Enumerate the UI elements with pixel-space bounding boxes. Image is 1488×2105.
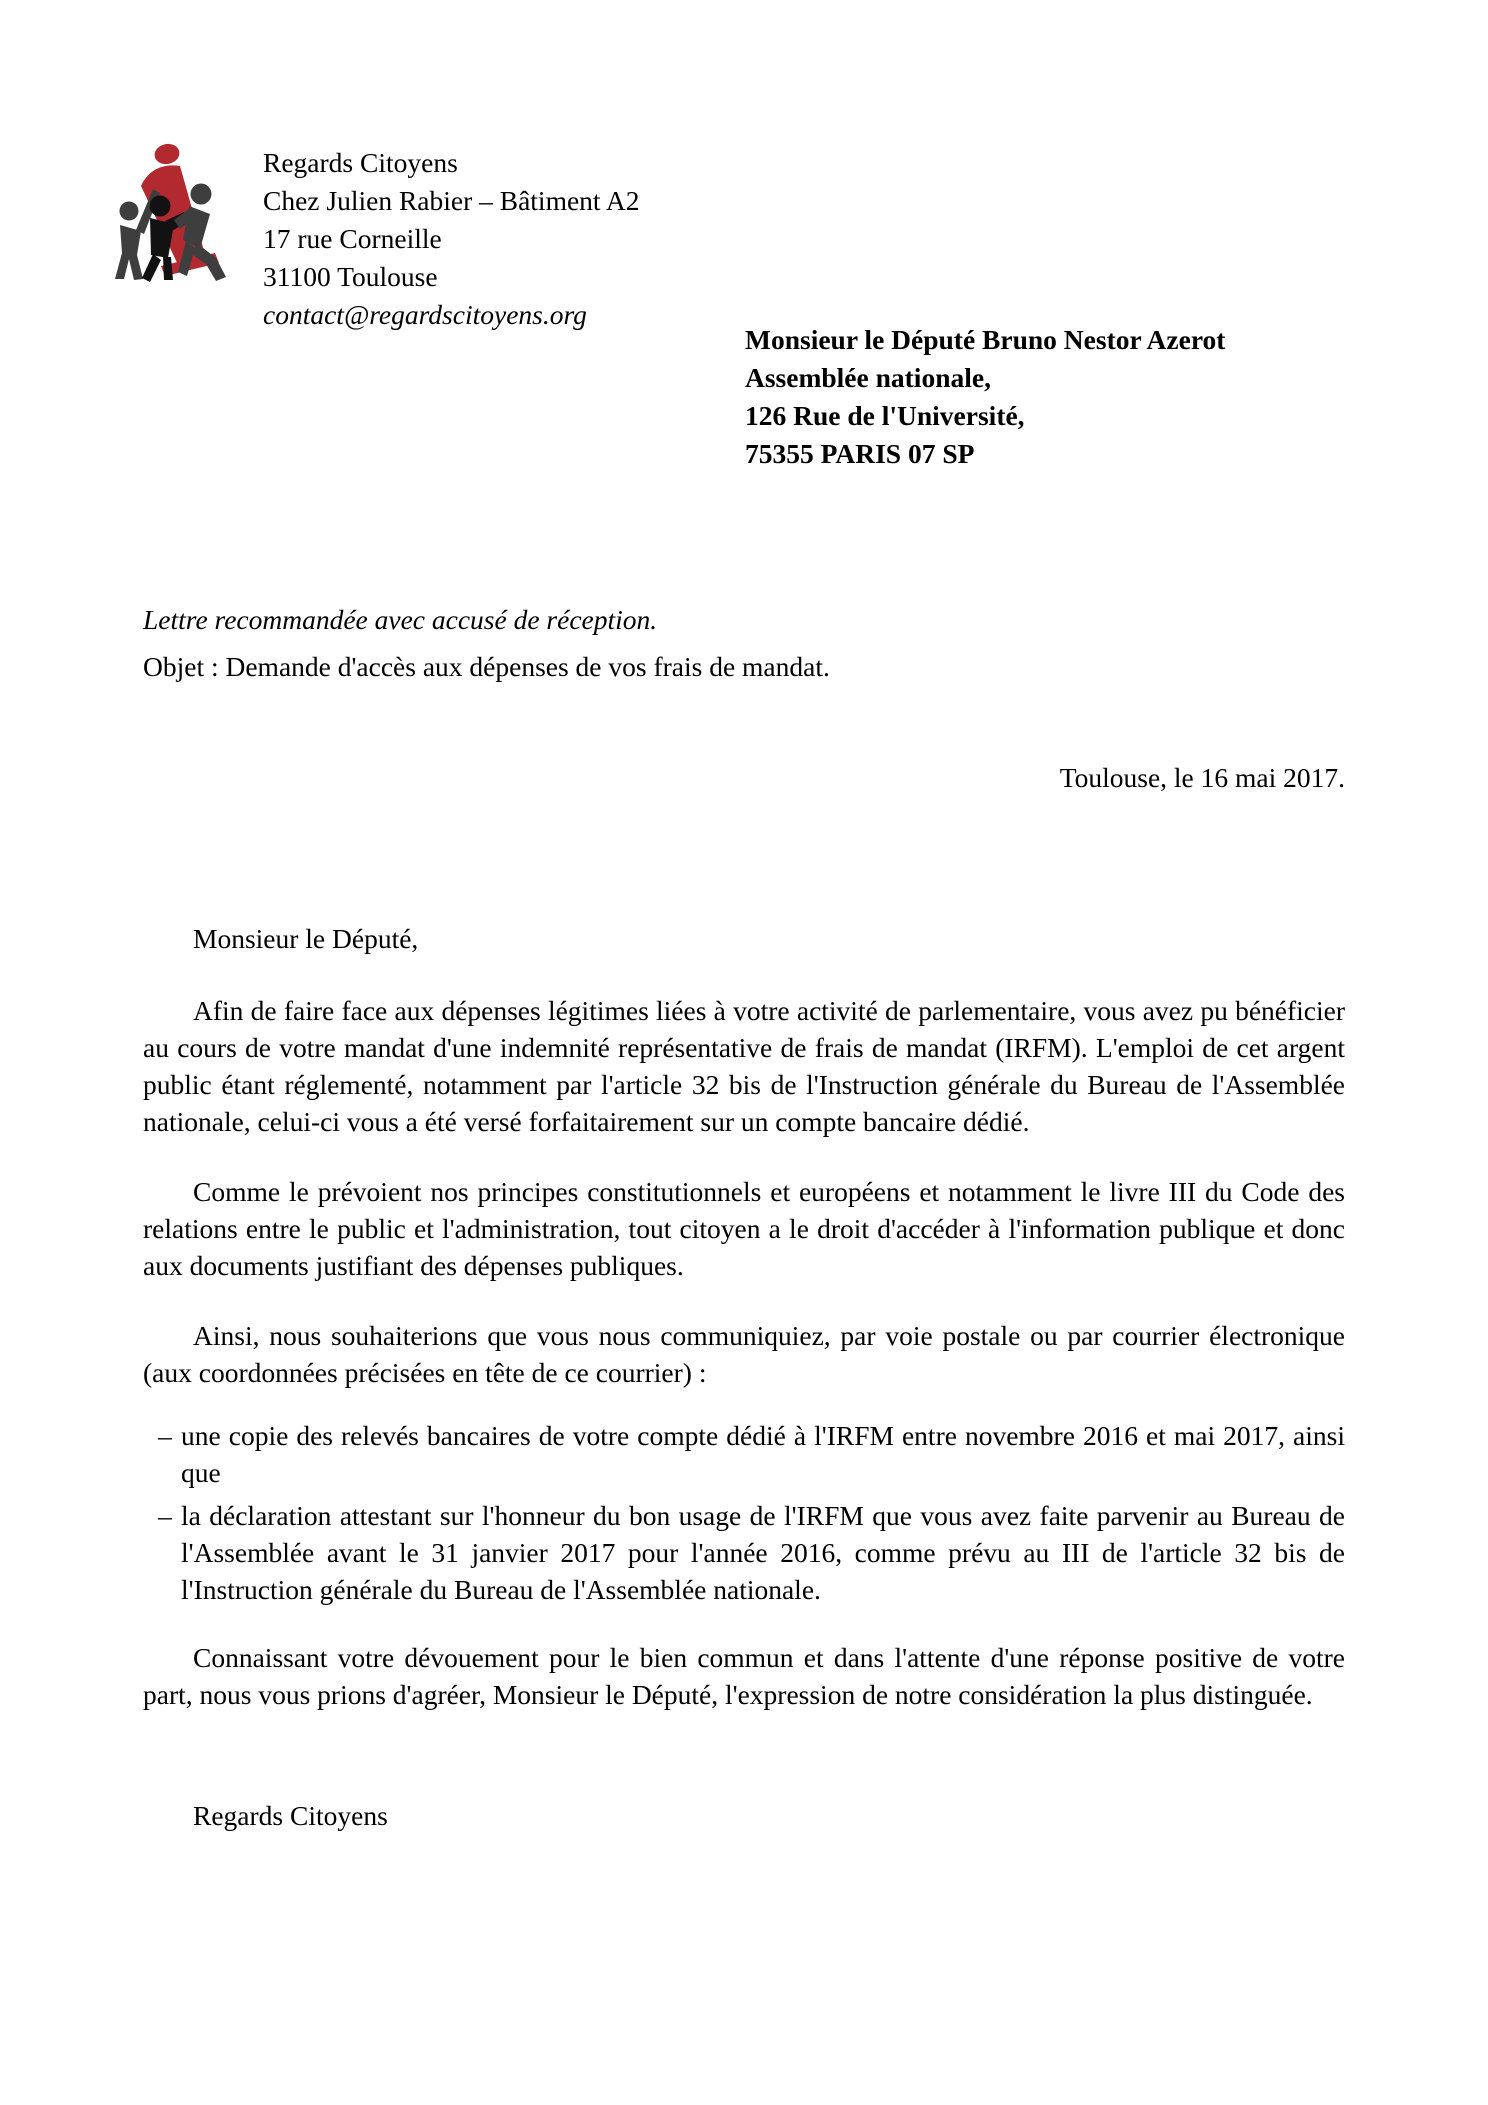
- sender-name: Regards Citoyens: [263, 147, 458, 178]
- sender-email: contact@regardscitoyens.org: [263, 299, 587, 330]
- body-paragraph: Ainsi, nous souhaiterions que vous nous communiquiez, par voie postale ou par courrier électronique (aux coordonnées précisées en tête de ce courrier) :: [143, 1320, 1345, 1388]
- list-item-text: une copie des relevés bancaires de votre compte dédié à l'IRFM entre novembre 2016 et mai 2017, ainsi que: [181, 1420, 1345, 1488]
- people-lifting-letter-i-icon: [103, 137, 235, 293]
- recipient-address-line: 75355 PARIS 07 SP: [745, 438, 975, 469]
- list-item-text: la déclaration attestant sur l'honneur du bon usage de l'IRFM que vous avez faite parvenir au Bureau de l'Assemblée avant le 31 janvier 2017 pour l'année 2016, comme prévu au III de l'article 32 bis de l'Instruction générale du Bureau de l'Assemblée nationale.: [181, 1500, 1345, 1605]
- dateline: Toulouse, le 16 mai 2017.: [1059, 762, 1345, 793]
- recipient-name: Monsieur le Député Bruno Nestor Azerot: [745, 324, 1226, 355]
- list-item: [143, 1497, 1345, 1608]
- dash-list-marker: –: [158, 1500, 172, 1531]
- salutation: Monsieur le Député,: [193, 923, 419, 954]
- closing-paragraph: Connaissant votre dévouement pour le bien commun et dans l'attente d'une réponse positive de votre part, nous vous prions d'agréer, Monsieur le Député, l'expression de notre considération la plus distinguée.: [143, 1642, 1345, 1710]
- dash-list-marker: –: [158, 1420, 172, 1451]
- body-paragraph: Afin de faire face aux dépenses légitimes liées à votre activité de parlementaire, vous avez pu bénéficier au cours de votre mandat d'une indemnité représentative de frais de mandat (IRFM). L'emploi de cet argent public étant réglementé, notamment par l'article 32 bis de l'Instruction générale du Bureau de l'Assemblée nationale, celui-ci vous a été versé forfaitairement sur un compte bancaire dédié.: [143, 995, 1345, 1137]
- recipient-address-line: Assemblée nationale,: [745, 362, 991, 393]
- sender-address-line: 31100 Toulouse: [263, 261, 438, 292]
- list-item: [143, 1417, 1345, 1491]
- regards-citoyens-logo: [103, 137, 235, 293]
- signature: Regards Citoyens: [193, 1800, 388, 1831]
- recipient-address-block: [745, 321, 1225, 473]
- sender-address-block: [263, 144, 640, 334]
- letter-body: [143, 920, 1345, 1713]
- body-paragraph: Comme le prévoient nos principes constitutionnels et européens et notamment le livre III du Code des relations entre le public et l'administration, tout citoyen a le droit d'accéder à l'information publique et donc aux documents justifiant des dépenses publiques.: [143, 1176, 1345, 1281]
- recipient-address-line: 126 Rue de l'Université,: [745, 400, 1025, 431]
- subject-line: Objet : Demande d'accès aux dépenses de vos frais de mandat.: [143, 651, 830, 682]
- registered-mail-notice: Lettre recommandée avec accusé de réception.: [143, 604, 658, 635]
- sender-address-line: 17 rue Corneille: [263, 223, 442, 254]
- request-list: [143, 1417, 1345, 1608]
- sender-address-line: Chez Julien Rabier – Bâtiment A2: [263, 185, 640, 216]
- reference-block: [143, 596, 830, 690]
